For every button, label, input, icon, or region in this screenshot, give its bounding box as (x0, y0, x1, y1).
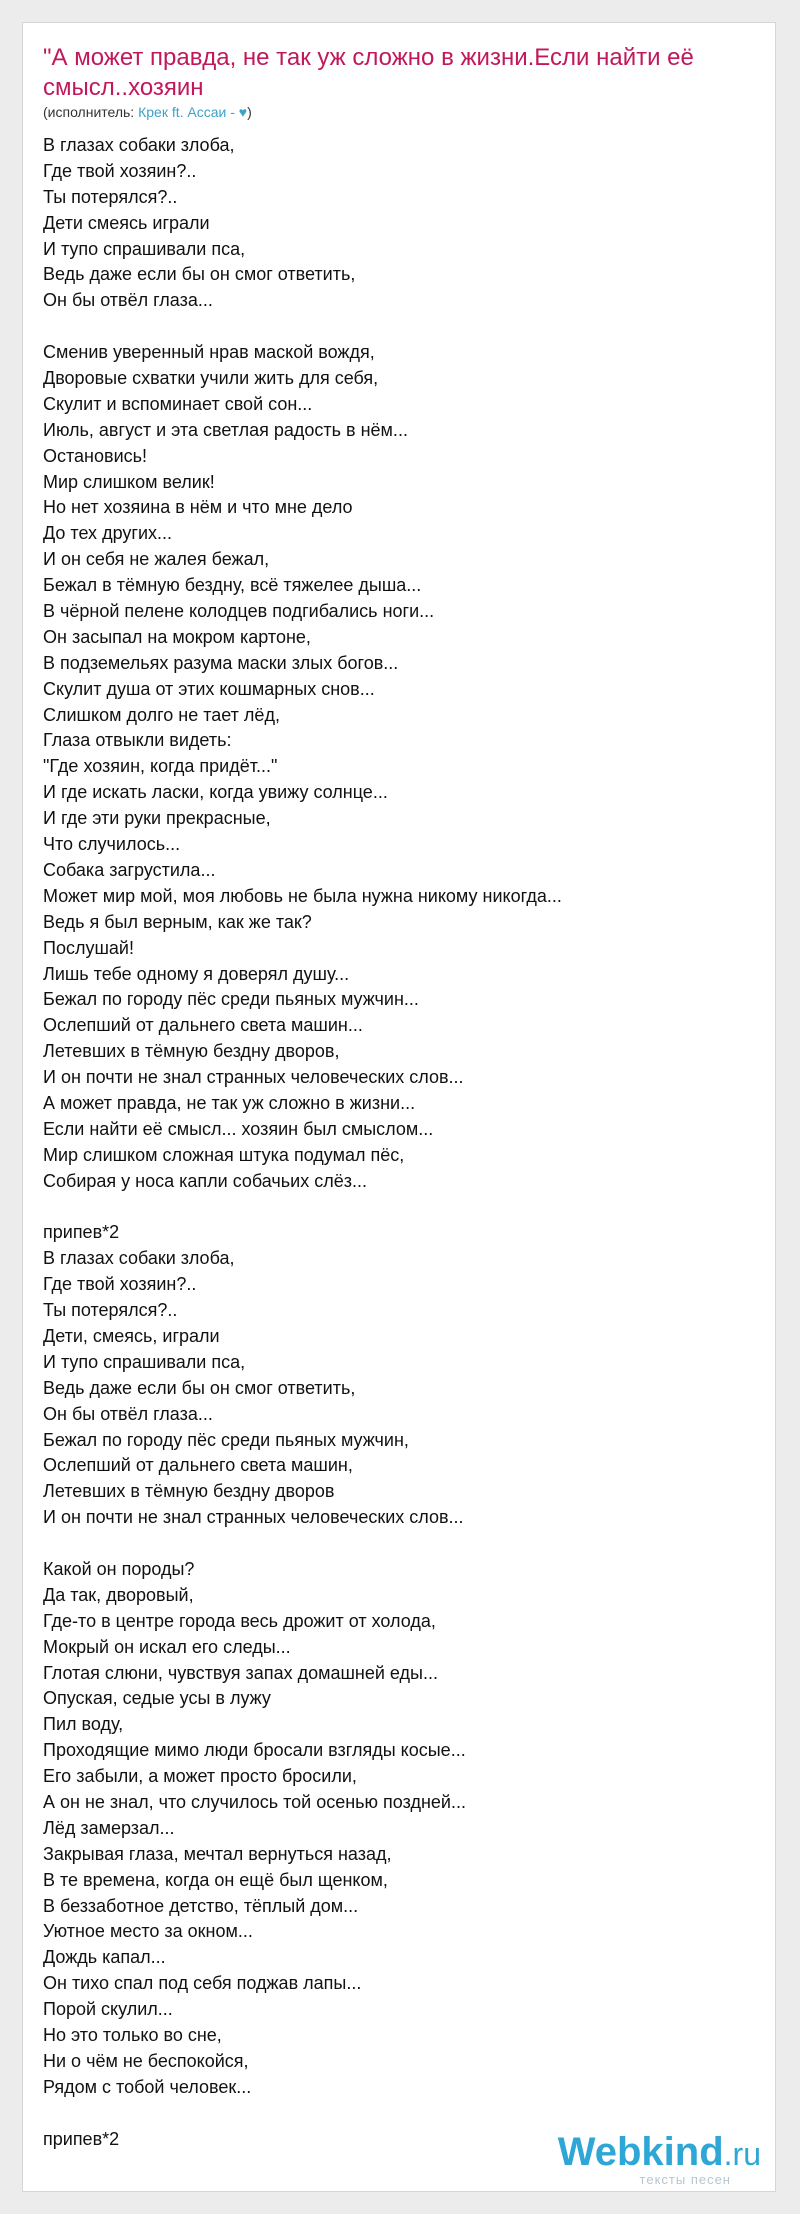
lyrics-line: В глазах собаки злоба, (43, 135, 235, 155)
lyrics-line: Бежал в тёмную бездну, всё тяжелее дыша... (43, 575, 422, 596)
lyrics-line: Может мир мой, моя любовь не была нужна никому никогда... (43, 885, 562, 906)
lyrics-line: А может правда, не так уж сложно в жизни... (43, 1092, 416, 1113)
lyrics-line: припев*2 (43, 2128, 120, 2149)
lyrics-line: Закрывая глаза, мечтал вернуться назад, (43, 1843, 392, 1864)
lyrics-line: Мокрый он искал его следы... (43, 1636, 291, 1657)
lyrics-line: И он почти не знал странных человеческих слов... (43, 1067, 464, 1088)
lyrics-line: В подземельях разума маски злых богов... (43, 652, 399, 673)
lyrics-line: В беззаботное детство, тёплый дом... (43, 1895, 359, 1916)
brand-tld: .ru (723, 2136, 761, 2172)
artist-line (43, 103, 252, 121)
lyrics-line: Если найти её смысл... хозяин был смыслом... (43, 1118, 434, 1139)
lyrics-line: Слишком долго не тает лёд, (43, 704, 280, 725)
lyrics-line: Бежал по городу пёс среди пьяных мужчин, (43, 1429, 409, 1450)
lyrics-line: Ослепший от дальнего света машин... (43, 1015, 363, 1036)
lyrics-line: "Где хозяин, когда придёт..." (43, 756, 278, 777)
lyrics-line: Но это только во сне, (43, 2025, 222, 2046)
lyrics-line: Ты потерялся?.. (43, 1300, 178, 1321)
lyrics-line: В чёрной пелене колодцев подгибались ноги... (43, 601, 435, 622)
lyrics-line: Ведь я был верным, как же так? (43, 911, 312, 932)
lyrics-line: Где твой хозяин?.. (43, 160, 197, 181)
song-title: "А может правда, не так уж сложно в жизни.Если найти её смысл..хозяин (43, 44, 694, 101)
lyrics-line: Лёд замерзал... (43, 1817, 175, 1838)
lyrics-line: И тупо спрашивали пса, (43, 238, 246, 259)
lyrics-line: И где искать ласки, когда увижу солнце... (43, 782, 388, 803)
stanza-break (43, 2101, 743, 2127)
brand-name: Webkind (557, 2130, 724, 2174)
lyrics-line: припев*2 (43, 1222, 120, 1243)
artist-link[interactable]: Крек ft. Ассаи - (138, 104, 239, 120)
lyrics-line: Дети, смеясь, играли (43, 1325, 220, 1346)
lyrics-line: Скулит и вспоминает свой сон... (43, 393, 313, 414)
lyrics-line: В те времена, когда он ещё был щенком, (43, 1869, 388, 1890)
lyrics-line: Ослепший от дальнего света машин, (43, 1455, 353, 1476)
lyrics-line: Скулит душа от этих кошмарных снов... (43, 678, 375, 699)
lyrics-line: Где твой хозяин?.. (43, 1274, 197, 1295)
lyrics-line: Дети смеясь играли (43, 212, 210, 233)
heart-icon: ♥ (238, 104, 248, 120)
lyrics-line: Глаза отвыкли видеть: (43, 730, 232, 751)
lyrics-line: Где-то в центре города весь дрожит от холода, (43, 1610, 436, 1631)
lyrics-line: Он бы отвёл глаза... (43, 290, 213, 311)
lyrics-line: Остановись! (43, 445, 148, 466)
lyrics-line: Собака загрустила... (43, 859, 216, 880)
artist-prefix: (исполнитель: (43, 104, 139, 120)
lyrics-line: Июль, август и эта светлая радость в нём... (43, 419, 408, 440)
lyrics-card (22, 22, 776, 2192)
lyrics-line: Послушай! (43, 937, 134, 958)
brand-tagline: тексты песен (639, 2172, 731, 2187)
lyrics-line: Бежал по городу пёс среди пьяных мужчин... (43, 989, 419, 1010)
lyrics-line: Дворовые схватки учили жить для себя, (43, 368, 379, 389)
lyrics-line: Глотая слюни, чувствуя запах домашней еды... (43, 1662, 438, 1683)
lyrics-line: В глазах собаки злоба, (43, 1248, 235, 1269)
lyrics-line: Ведь даже если бы он смог ответить, (43, 264, 356, 285)
lyrics-line: Ты потерялся?.. (43, 186, 178, 207)
stanza-break (43, 1195, 743, 1221)
lyrics-line: Собирая у носа капли собачьих слёз... (43, 1170, 367, 1191)
lyrics-line: И он себя не жалея бежал, (43, 549, 270, 570)
lyrics-line: Летевших в тёмную бездну дворов (43, 1481, 335, 1502)
lyrics-line: Дождь капал... (43, 1947, 166, 1968)
lyrics-line: Какой он породы? (43, 1558, 195, 1579)
lyrics-line: Летевших в тёмную бездну дворов, (43, 1041, 340, 1062)
lyrics-line: Ведь даже если бы он смог ответить, (43, 1377, 356, 1398)
lyrics-line: Сменив уверенный нрав маской вождя, (43, 342, 375, 363)
stanza-break (43, 314, 743, 340)
stanza-break (43, 1531, 743, 1557)
lyrics-line: Пил воду, (43, 1714, 124, 1735)
lyrics-line: Уютное место за окном... (43, 1921, 253, 1942)
lyrics-line: Но нет хозяина в нём и что мне дело (43, 497, 353, 518)
lyrics-line: Его забыли, а может просто бросили, (43, 1766, 357, 1787)
lyrics-line: Мир слишком велик! (43, 471, 215, 492)
lyrics-line: До тех других... (43, 523, 172, 544)
lyrics-line: Рядом с тобой человек... (43, 2076, 252, 2097)
lyrics-text (43, 133, 743, 2152)
lyrics-line: И он почти не знал странных человеческих слов... (43, 1507, 464, 1528)
lyrics-line: Да так, дворовый, (43, 1584, 194, 1605)
lyrics-line: Лишь тебе одному я доверял душу... (43, 963, 350, 984)
lyrics-line: Опуская, седые усы в лужу (43, 1688, 271, 1709)
lyrics-line: Проходящие мимо люди бросали взгляды косые... (43, 1740, 466, 1761)
lyrics-line: И тупо спрашивали пса, (43, 1351, 246, 1372)
lyrics-line: И где эти руки прекрасные, (43, 808, 271, 829)
brand-logo[interactable] (558, 2132, 761, 2187)
lyrics-line: А он не знал, что случилось той осенью поздней... (43, 1792, 466, 1812)
lyrics-line: Мир слишком сложная штука подумал пёс, (43, 1144, 405, 1165)
lyrics-line: Он тихо спал под себя поджав лапы... (43, 1973, 362, 1994)
lyrics-line: Он засыпал на мокром картоне, (43, 626, 311, 647)
lyrics-line: Он бы отвёл глаза... (43, 1403, 213, 1424)
lyrics-line: Порой скулил... (43, 1999, 173, 2020)
lyrics-line: Что случилось... (43, 834, 181, 855)
lyrics-line: Ни о чём не беспокойся, (43, 2050, 249, 2071)
artist-suffix: ) (247, 104, 252, 120)
